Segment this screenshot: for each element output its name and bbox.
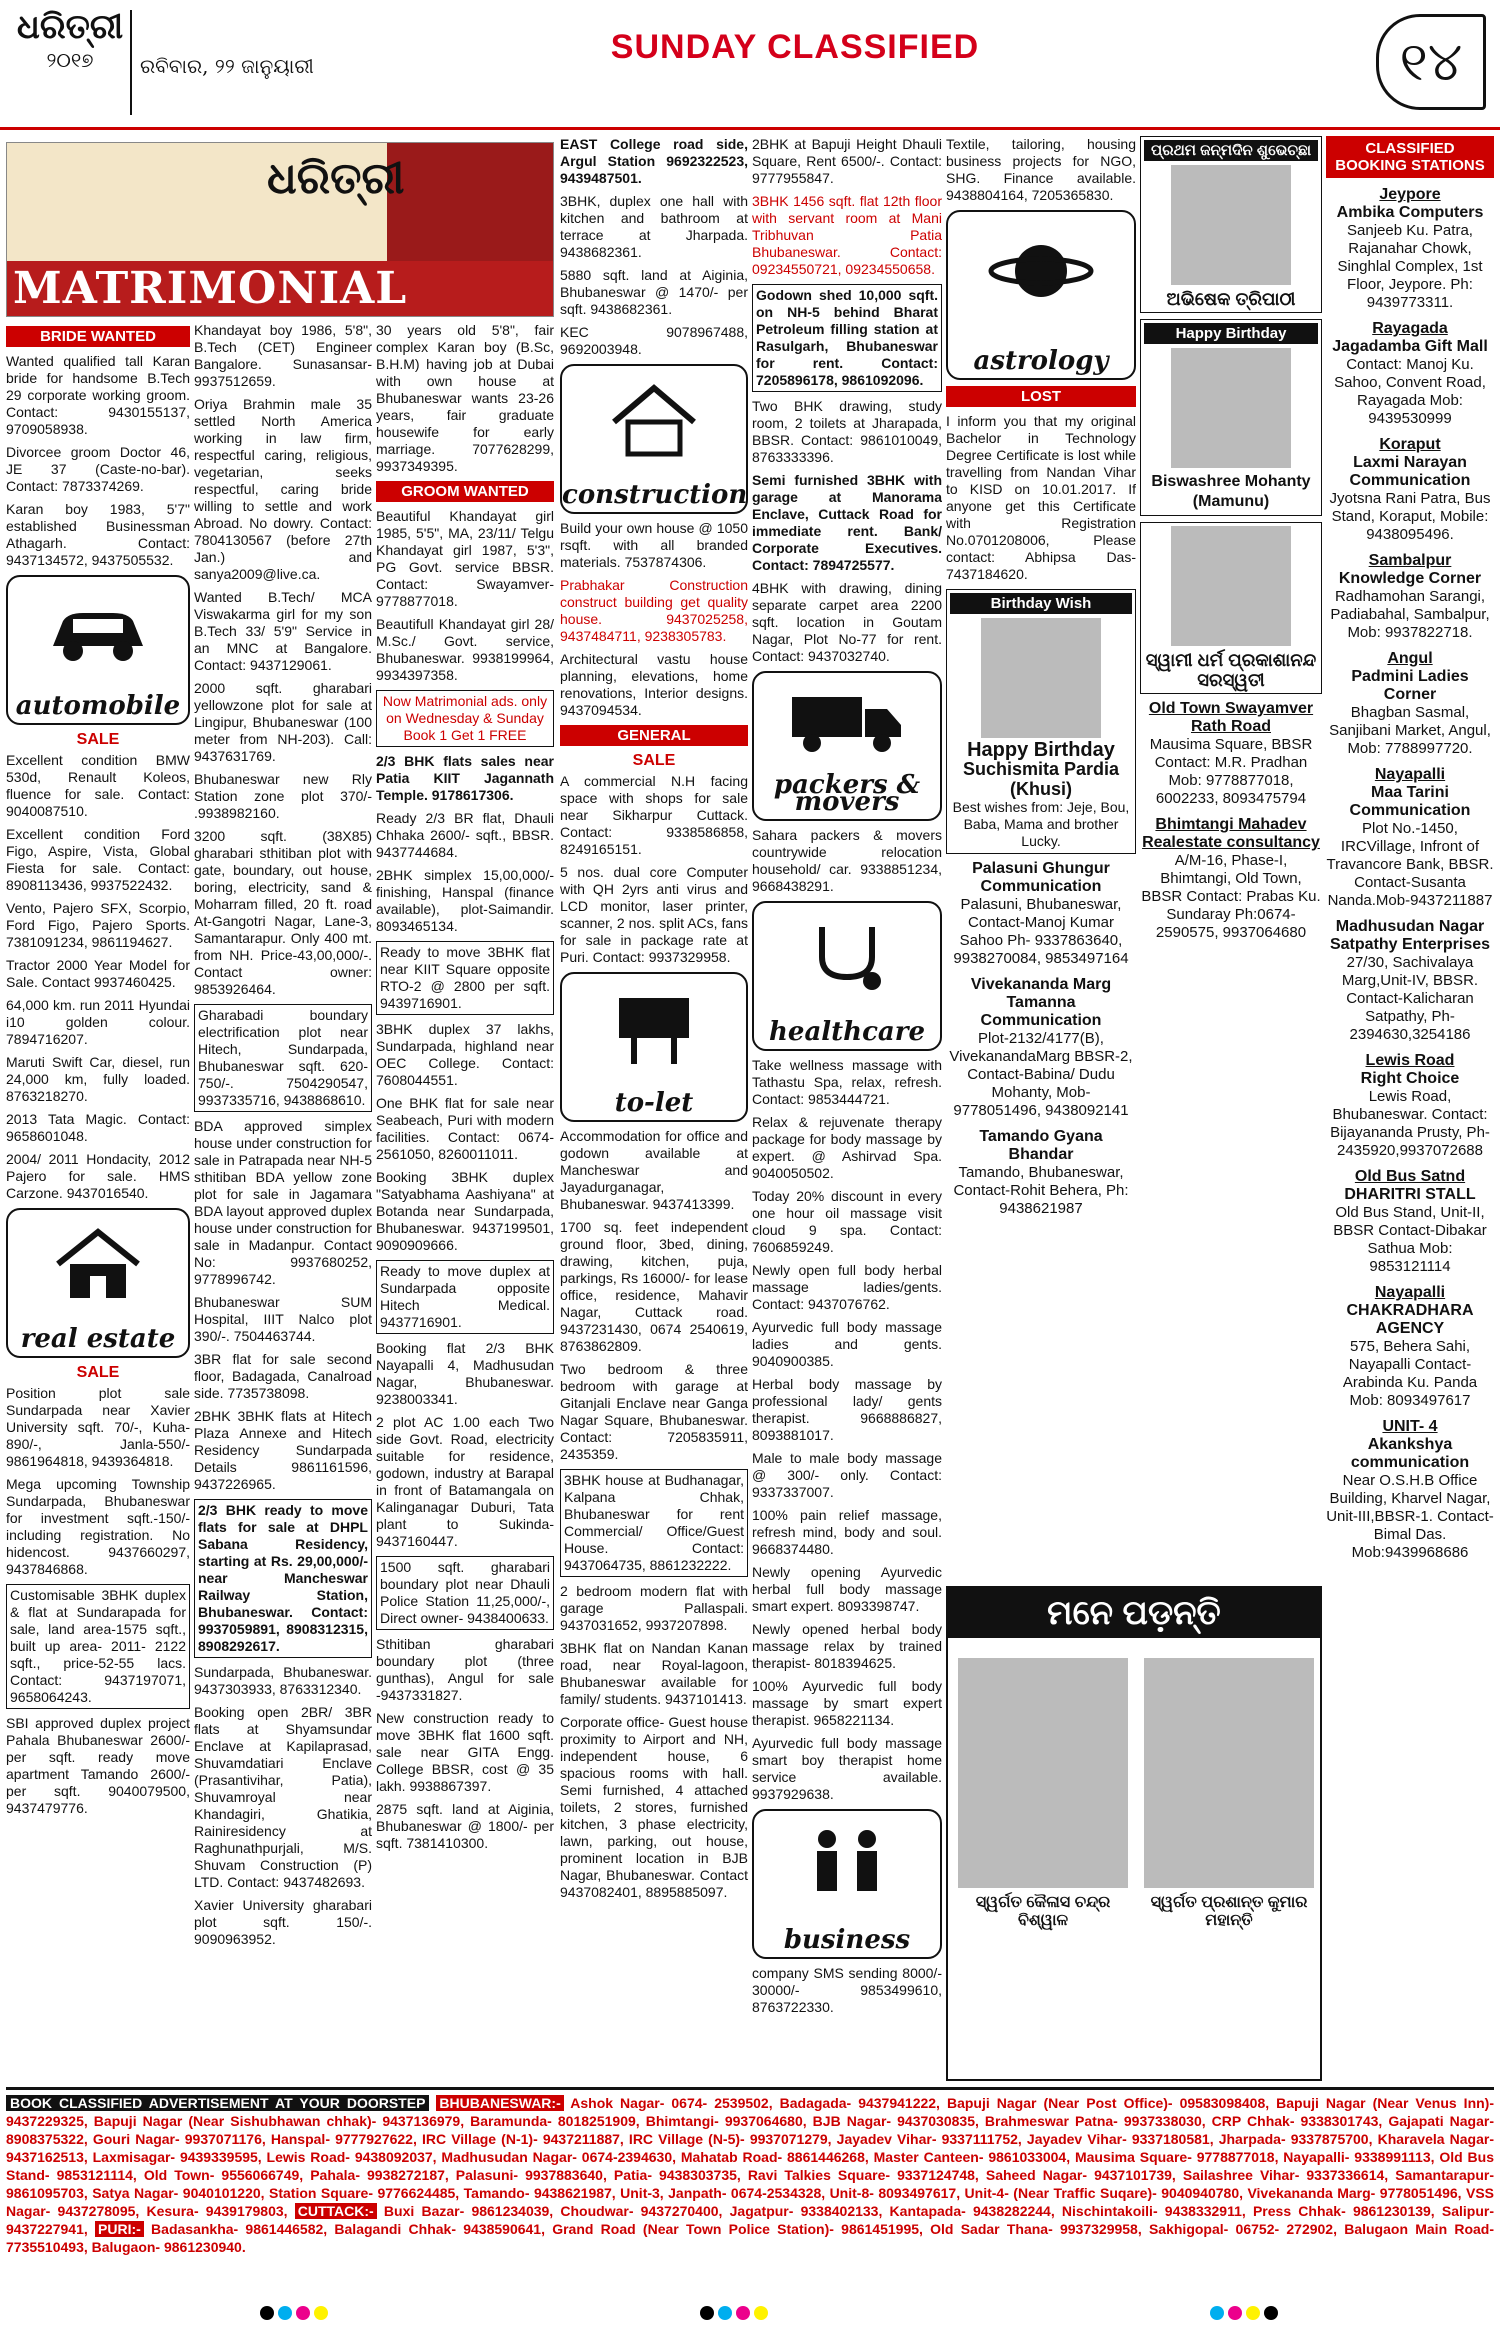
column-5 [752, 136, 942, 2083]
classified-ad: company SMS sending 8000/- 30000/- 9853499610, 8763722330. [752, 1965, 942, 2015]
classified-ad: Excellent condition BMW 530d, Renault Koleos, fluence for sale. Contact: 9040087510. [6, 752, 190, 819]
classified-ad: Ready to move 3BHK flat near KIIT Square opposite RTO-2 @ 2800 per sqft. 9439716901. [376, 941, 554, 1015]
lost-header: LOST [946, 386, 1136, 407]
child-name: ଅଭିଷେକ ତ୍ରିପାଠୀ [1166, 289, 1296, 309]
booking-station-detail: 575, Behera Sahi, Nayapalli Contact-Arabinda Ku. Panda Mob: 8093497617 [1342, 1338, 1478, 1409]
matrimonial-notice: Now Matrimonial ads. only on Wednesday & Sunday Book 1 Get 1 FREE [376, 690, 554, 747]
footer-list-puri: Badasankha- 9861446582, Balagandi Chhak- 9438590641, Grand Road (Near Town Police Station)- 9861451995, Old Sadar Thana- 9937329958, Sakhigopal- 06752- 272902, Balugaon Main Road- 7735510493, Balugaon- 9861230940. [6, 2221, 1495, 2255]
classified-ad: Maruti Swift Car, diesel, run 24,000 km, fully loaded. 8763218270. [6, 1054, 190, 1104]
birthday-wish-title: Birthday Wish [950, 593, 1132, 614]
business-category [752, 1809, 942, 1959]
construction-category [560, 364, 748, 514]
healthcare-label: healthcare [769, 1017, 925, 1047]
classified-ad: Booking flat 2/3 BHK Nayapalli 4, Madhusudan Nagar, Bhubaneswar. 9238003341. [376, 1340, 554, 1407]
booking-station-town: Koraput [1379, 436, 1441, 453]
column-1 [6, 322, 190, 2083]
classified-ad: 64,000 km. run 2011 Hyundai i10 golden colour. 7894716207. [6, 997, 190, 1047]
classified-ad: Beautifull Khandayat girl 28/ M.Sc./ Govt. service, Bhubaneswar. 9938199964, 9934397358. [376, 616, 554, 683]
classified-ad: Mega upcoming Township Sundarpada, Bhubaneswar for investment sqft.-150/- including registration. No hidencost. 9437660297, 9437846868. [6, 1476, 190, 1577]
booking-office-detail: Mausima Square, BBSR Contact: M.R. Pradhan Mob: 9778877018, 6002233, 8093475794 [1149, 736, 1313, 807]
swami-photo [1171, 526, 1291, 646]
swami-tribute [1140, 522, 1322, 694]
booking-station-agent: Laxmi Narayan Communication [1349, 454, 1471, 489]
tolet-category [560, 972, 748, 1122]
booking-station-agent: DHARITRI STALL [1344, 1186, 1476, 1203]
booking-office [946, 860, 1136, 968]
booking-station-agent: CHAKRADHARA AGENCY [1346, 1302, 1474, 1337]
reg-mark-group [1210, 2306, 1282, 2325]
booking-office [1140, 816, 1322, 942]
booking-station-detail: Jyotsna Rani Patra, Bus Stand, Koraput, Mobile: 9438095496. [1329, 490, 1491, 543]
classified-ad: 30 years old 5'8", fair complex Karan boy (B.Sc, B.H.M) having job at Dubai with own house at Bhubaneswar wants 23-26 years, fair graduate housewife for early marriage. 7077628299, 9937349395. [376, 322, 554, 474]
car-icon [43, 591, 153, 671]
booking-station-town: Lewis Road [1365, 1052, 1455, 1069]
booking-station [1326, 650, 1494, 758]
footer-doorstep-booking [6, 2087, 1494, 2256]
classified-ad: Today 20% discount in every one hour oil massage visit cloud 9 spa. Contact: 7606859249. [752, 1188, 942, 1255]
classified-ad: Newly open full body herbal massage ladies/gents. Contact: 9437076762. [752, 1262, 942, 1312]
classified-ad: 2 bedroom modern flat with garage Pallaspali. 9437031652, 9937207898. [560, 1583, 748, 1633]
booking-station-town: Sambalpur [1368, 552, 1452, 569]
banner-title: MATRIMONIAL [7, 261, 554, 317]
booking-station-town: Nayapalli [1374, 1284, 1446, 1301]
footer-title: BOOK CLASSIFIED ADVERTISEMENT AT YOUR DOORSTEP [6, 2095, 429, 2111]
first-birthday-wish [1140, 136, 1322, 313]
truck-icon [787, 687, 907, 757]
classified-ad: Corporate office- Guest house proximity to Airport and NH, independent house, 6 spacious rooms with hall. Semi furnished, 4 attached toilets, 2 stores, furnished kitchen, 3 phase electricity, lawn, parking, out house, prominent location in BJB Nagar, Bhubaneswar. Contact 9437082401, 8895885097. [560, 1714, 748, 1900]
booking-station-agent: Right Choice [1360, 1070, 1460, 1087]
classified-ad: 3BR flat for sale second floor, Badagada, Canalroad side. 7735738098. [194, 1351, 372, 1401]
booking-office-name: Palasuni Ghungur Communication [972, 860, 1110, 895]
obituary-photo-2 [1144, 1658, 1314, 1888]
booking-station-town: Rayagada [1372, 320, 1448, 337]
booking-office-name: Vivekananda Marg Tamanna Communication [970, 976, 1112, 1029]
booking-station-town: Angul [1387, 650, 1433, 667]
classified-ad: New construction ready to move 3BHK flat 1600 sqft. sale near GITA Engg. College BBSR, cost @ 35 lakh. 9938867397. [376, 1710, 554, 1794]
section-title: SUNDAY CLASSIFIED [610, 28, 980, 66]
classified-ad: 3BHK duplex 37 lakhs, Sundarpada, highland near OEC College. Contact: 7608044551. [376, 1021, 554, 1088]
classified-ad: Relax & rejuvenate therapy package for body massage by expert. @ Ashirvad Spa. 9040050502. [752, 1114, 942, 1181]
classified-ad: KEC 9078967488, 9692003948. [560, 324, 748, 357]
classified-ad: 2/3 BHK ready to move flats for sale at DHPL Sabana Residency, starting at Rs. 29,00,000/- near Mancheswar Railway Station, Bhubaneswar. Contact: 9937059891, 8908312315, 8908292617. [194, 1499, 372, 1658]
booking-station-detail: Near O.S.H.B Office Building, Kharvel Nagar, Unit-III,BBSR-1. Contact-Bimal Das. Mob:9439968686 [1326, 1472, 1494, 1561]
classified-ad: 4BHK with drawing, dining separate carpet area 2200 sqft. location in Goutam Nagar, Plot No-77 for rent. Contact: 9437032740. [752, 580, 942, 664]
classified-ad: Beautiful Khandayat girl 1985, 5'5", MA, 23/11/ Telgu Khandayat girl 1987, 5'3", PG Govt. service BBSR. Contact: Swayamver- 9778877018. [376, 508, 554, 609]
booking-station-agent: Akankshya communication [1350, 1436, 1470, 1471]
classified-ad: 2004/ 2011 Hondacity, 2012 Pajero for sale. HMS Carzone. 9437016540. [6, 1151, 190, 1201]
booking-station-detail: Bhagban Sasmal, Sanjibani Market, Angul, Mob: 7788997720. [1329, 704, 1491, 757]
birthday-wishes: Best wishes from: Jeje, Bou, Baba, Mama and brother Lucky. [952, 799, 1130, 849]
tolet-sign-icon [609, 988, 699, 1068]
business-label: business [783, 1925, 911, 1955]
booking-station [1326, 1168, 1494, 1276]
booking-station-agent: Jagadamba Gift Mall [1332, 338, 1488, 355]
column-2 [194, 322, 372, 2083]
booking-station [1326, 1418, 1494, 1562]
footer-list-bhubaneswar: Ashok Nagar- 0674- 2539502, Badagada- 9437941222, Bapuji Nagar (Near Post Office)- 09583098408, Bapuji Nagar (Near Venus Inn)- 9437229325, Bapuji Nagar (Near Sishubhawan chhak)- 9437136979, Baramunda- 8018251909, Bhimtangi- 9937064680, BJB Nagar- 9437030835, Brahmeswar Patna- 9937338030, CRP Chhak- 9338301743, Gajapati Nagar- 8908375322, Gouri Nagar- 9937071176, Hanspal- 9777927622, IRC Village (N-1)- 9437211887, IRC Village (N-5)- 9937071279, Jayadev Vihar- 9337111752, Jayadev Vihar- 9337180581, Jharpada- 9337875700, Kharavela Nagar- 9437162513, Laxmisagar- 9439339595, Lewis Road- 9438092037, Madhusudan Nagar- 0674-2394630, Mahatab Road- 8861446268, Master Canteen- 9861033004, Mausima Square- 9778877018, Nayapalli- 9338991113, Old Bus Stand- 9853121114, Old Town- 9556066749, Pahala- 9938272187, Palasuni- 9937883640, Patia- 9438303735, Ravi Talkies Square- 9337124748, Saheed Nagar- 9437101739, Sailashree Vihar- 9337336614, Samantarapur- 9861095703, Satya Nagar- 9040101220, Station Square- 9776624485, Tamando- 9438621987, Unit-3, Janpath- 0674-2534328, Unit-8- 8093497617, Unit-4- (Near Traffic Suqare)- 9040940780, Vivekananda Marg- 9778051496, VSS Nagar- 9437278095, Kesura- 9439179803, [6, 2095, 1494, 2219]
construction-label: construction [562, 480, 748, 510]
booking-station-town: UNIT- 4 [1382, 1418, 1438, 1435]
classified-ad: 1700 sq. feet independent ground floor, 3bed, dining, drawing, kitchen, puja, parkings, Rs 16000/- for lease office, residence, Mahavir Nagar, Cuttack road. 9437231430, 0674 2540619, 8763862809. [560, 1219, 748, 1354]
matrimonial-banner [6, 142, 554, 317]
planet-icon [986, 226, 1096, 316]
classified-ad: Take wellness massage with Tathastu Spa, relax, refresh. Contact: 9853444721. [752, 1057, 942, 1107]
realestate-category [6, 1208, 190, 1358]
classified-ad: Customisable 3BHK duplex & flat at Sundarapada for sale, land area-1575 sqft., built up area- 2011- 2122 sqft., price-52-55 lacs. Contact: 9437197071, 9658064243. [6, 1584, 190, 1709]
automobile-label: automobile [15, 691, 181, 721]
header-divider [130, 10, 132, 115]
classified-ad: BDA approved simplex house under construction for sale in Patrapada near NH-5 sthitiban BDA yellow zone plot for sale in Jagamara BDA layout approved duplex house under construction for sale in Madanpur. Contact No: 9937680252, 9778996742. [194, 1118, 372, 1287]
happy-birthday-title: Happy Birthday [1144, 323, 1318, 344]
booking-office-name: Old Town Swayamver Rath Road [1148, 700, 1314, 735]
brand-logo: ଧରିତ୍ରୀ [16, 7, 124, 47]
classified-ad: 3BHK 1456 sqft. flat 12th floor with servant room at Mani Tribhuvan Patia Bhubaneswar. Contact: 09234550721, 09234550658. [752, 193, 942, 277]
booking-station [1326, 918, 1494, 1044]
happy-birthday [1140, 319, 1322, 516]
sale-header: SALE [632, 752, 676, 769]
child-photo [1171, 165, 1291, 285]
general-header: GENERAL [560, 725, 748, 746]
birthday-photo [981, 618, 1101, 738]
classified-ad: Booking 3BHK duplex "Satyabhama Aashiyana" at Botanda near Sundarpada, Bhubaneswar. 9437199501, 9090909666. [376, 1169, 554, 1253]
classified-ad: Newly opened herbal body massage relax by trained therapist- 8018394625. [752, 1621, 942, 1671]
booking-office-name: Tamando Gyana Bhandar [979, 1128, 1103, 1163]
sale-header: SALE [76, 1364, 120, 1381]
classified-ad: One BHK flat for sale near Seabeach, Puri with modern facilities. Contact: 0674-2561050, 8260011011. [376, 1095, 554, 1162]
booking-station-detail: Lewis Road, Bhubaneswar. Contact: Bijayananda Prusty, Ph-2435920,9937072688 [1330, 1088, 1490, 1159]
booking-station-agent: Knowledge Corner [1338, 570, 1482, 587]
column-4 [560, 136, 748, 2083]
obituary-name-1: ସ୍ୱର୍ଗତ କୈଳାସ ଚନ୍ଦ୍ର ବିଶ୍ୱାଳ [975, 1894, 1111, 1929]
booking-office-detail: Palasuni, Bhubaneswar, Contact-Manoj Kumar Sahoo Ph- 9337863640, 9938270084, 9853497164 [953, 896, 1129, 967]
birthday-wish [946, 589, 1136, 854]
classified-ad: 100% pain relief massage, refresh mind, body and soul. 9668374480. [752, 1507, 942, 1557]
classified-ad: 100% Ayurvedic full body massage by smart expert therapist. 9658221134. [752, 1678, 942, 1728]
obituary-title: ମନେ ପଡ଼ନ୍ତି [948, 1588, 1320, 1638]
booking-station-agent: Maa Tarini Communication [1349, 784, 1471, 819]
classified-ad: Wanted qualified tall Karan bride for handsome B.Tech 29 corporate working groom. Contact: 9430155137, 9709058938. [6, 353, 190, 437]
classified-ad: Male to male body massage @ 300/- only. Contact: 9337337007. [752, 1450, 942, 1500]
booking-office-detail: A/M-16, Phase-I, Bhimtangi, Old Town, BBSR Contact: Prabas Ku. Sundaray Ph:0674-2590575, 9937064680 [1141, 852, 1321, 941]
lost-notice: I inform you that my original Bachelor in Technology Degree Certificate is lost while travelling from Nandan Vihar to KISD on 10.01.2017. If anyone get this Certificate with Registration No.0701208006, Please contact: Abhipsa Das-7437184620. [946, 413, 1136, 582]
booking-station-town: Nayapalli [1374, 766, 1446, 783]
classified-ad: Booking open 2BR/ 3BR flats at Shyamsundar Enclave at Kapilaprasad, Shuvamdatiari Enclave (Prasantivihar, Patia), Shuvamroyal near Khandagiri, Ghatikia, Rainiresidency at Raghunathpurjali, M/S. Shuvam Construction (P) LTD. Contact: 9437482693. [194, 1704, 372, 1890]
classified-ad: 3BHK flat on Nandan Kanan road, near Royal-lagoon, Bhubaneswar available for family/ students. 9437101413. [560, 1640, 748, 1707]
booking-office-name: Bhimtangi Mahadev Realestate consultancy [1142, 816, 1320, 851]
classified-ad: A commercial N.H facing space with shops for sale near Sikharpur Cuttack. Contact: 9338586858, 8249165151. [560, 773, 748, 857]
classified-ad: Gharabadi boundary electrification plot near Hitech, Sundarpada, Bhubaneswar sqft. 620-750/-. 7504290547, 9937335716, 9438868610. [194, 1004, 372, 1112]
booking-station [1326, 1052, 1494, 1160]
classified-ad: 2BHK simplex 15,00,000/- finishing, Hanspal (finance available), plot-Saimandir. 8093465134. [376, 867, 554, 934]
dateline: ରବିବାର, ୨୨ ଜାନୁୟାରୀ [140, 54, 314, 78]
sale-header: SALE [76, 731, 120, 748]
booking-office-detail: Plot-2132/4177(B), VivekanandaMarg BBSR-2, Contact-Babina/ Dudu Mohanty, Mob- 9778051496, 9438092141 [949, 1030, 1133, 1119]
stethoscope-icon [802, 917, 892, 997]
classified-ad: 2BHK 3BHK flats at Hitech Plaza Annexe and Hitech Residency Sundarpada Details 9861161596, 9437226965. [194, 1408, 372, 1492]
booking-station-town: Jeypore [1379, 186, 1441, 203]
birthday-child-name: Biswashree Mohanty (Mamunu) [1151, 473, 1311, 510]
birthday-name: Suchismita Pardia (Khusi) [962, 759, 1120, 799]
booking-office-detail: Tamando, Bhubaneswar, Contact-Rohit Behera, Ph: 9438621987 [953, 1164, 1129, 1217]
booking-station [1326, 320, 1494, 428]
booking-station [1326, 436, 1494, 544]
footer-city-puri: PURI:- [95, 2221, 144, 2237]
house-icon [48, 1224, 148, 1304]
classified-ad: Bhubaneswar SUM Hospital, IIIT Nalco plot 390/-. 7504463744. [194, 1294, 372, 1344]
print-registration-marks [0, 2300, 1500, 2330]
classified-ad: 2BHK at Bapuji Height Dhauli Square, Rent 6500/-. Contact: 9777955847. [752, 136, 942, 186]
booking-station-town: Old Bus Satnd [1354, 1168, 1466, 1185]
booking-stations-list [1326, 186, 1494, 1562]
classified-ad: Two BHK drawing, study room, 2 toilets at Jharapada, BBSR. Contact: 9861010049, 8763333396. [752, 398, 942, 465]
column-3 [376, 322, 554, 2083]
booking-station-detail: Sanjeeb Ku. Patra, Rajanahar Chowk, Singhlal Complex, 1st Floor, Jeypore. Ph: 9439773311. [1337, 222, 1483, 311]
classified-ad: 3BHK, duplex one hall with kitchen and bathroom at terrace at Jharpada. 9438682361. [560, 193, 748, 260]
classified-ad: Wanted B.Tech/ MCA Viswakarma girl for my son B.Tech 33/ 5'9" Service in an MNC at Bangalore. Contact: 9437129061. [194, 589, 372, 673]
booking-station-agent: Madhusudan Nagar Satpathy Enterprises [1329, 918, 1491, 953]
booking-station [1326, 1284, 1494, 1410]
healthcare-category [752, 901, 942, 1051]
booking-station [1326, 552, 1494, 642]
astrology-category [946, 210, 1136, 380]
classified-ad: Newly opening Ayurvedic herbal full body massage smart expert. 8093398747. [752, 1564, 942, 1614]
booking-station-agent: Ambika Computers [1336, 204, 1484, 221]
classified-ad: Build your own house @ 1050 rsqft. with all branded materials. 7537874306. [560, 520, 748, 570]
classified-ad: 2000 sqft. gharabari yellowzone plot for sale at Lingipur, Bhubaneswar (100 meter from NH-203). Call: 9437631769. [194, 680, 372, 764]
classified-ad: Architectural vastu house planning, elevations, home renovations, Interior designs. 9437094534. [560, 651, 748, 718]
packers-label: packers & movers [773, 770, 921, 817]
businessmen-icon [797, 1825, 897, 1905]
classified-ad: 5 nos. dual core Computer with QH 2yrs anti virus and LCD monitor, laser printer, scanner, 2 nos. split ACs, fans for sale in package rate at Puri. Contact: 9937329958. [560, 864, 748, 965]
page-number: ୧୪ [1376, 14, 1486, 110]
obituary-photo-1 [958, 1658, 1128, 1888]
booking-station-detail: 27/30, Sachivalaya Marg,Unit-IV, BBSR. Contact-Kalicharan Satpathy, Ph-2394630,3254186 [1341, 954, 1479, 1043]
footer-city-bhubaneswar: BHUBANESWAR:- [436, 2095, 563, 2111]
masthead [0, 0, 1500, 130]
classified-ad: Ayurvedic full body massage smart boy therapist home service available. 9937929638. [752, 1735, 942, 1802]
classified-ad: Tractor 2000 Year Model for Sale. Contact 9937460425. [6, 957, 190, 990]
brand-block [10, 8, 130, 72]
booking-station-detail: Radhamohan Sarangi, Padiabahal, Sambalpur, Mob: 9937822718. [1330, 588, 1490, 641]
classified-ad: Oriya Brahmin male 35 settled North America working in law firm, respectful caring, religious, vegetarian, seeks respectful, caring bride willing to settle and work Abroad. No dowry. Contact: 7804130567 (before 27th Jan.) and sanya2009@live.ca. [194, 396, 372, 582]
booking-stations-header: CLASSIFIED BOOKING STATIONS [1326, 136, 1494, 178]
footer-city-cuttack: CUTTACK:- [295, 2203, 377, 2219]
footer-list-cuttack: Buxi Bazar- 9861234039, Choudwar- 9437270400, Jagatpur- 9338402133, Kantapada- 9438282244, Nischintakoili- 9438332911, Press Chhak- 9861230139, Salipur- 9437227941, [6, 2203, 1495, 2237]
classified-ad: SBI approved duplex project Pahala Bhubaneswar 2600/- per sqft. ready move apartment Tamando 2600/- per sqft. 9040079500, 9437479776. [6, 1715, 190, 1816]
classified-ad: 3BHK house at Budhanagar, Kalpana Chhak, Bhubaneswar for rent Commercial/ Office/Guest House. Contact: 9437064735, 8861232222. [560, 1469, 748, 1577]
bride-wanted-header: BRIDE WANTED [6, 326, 190, 347]
classified-ad: Xavier University gharabari plot sqft. 150/-. 9090963952. [194, 1897, 372, 1947]
classified-ad: 2 plot AC 1.00 each Two side Govt. Road, electricity suitable for residence, godown, industry at Barapal in front of Batamangala on Kalinganagar Duburi, Tata plant to Sukinda-9437160447. [376, 1414, 554, 1549]
packers-category [752, 671, 942, 821]
brand-year: ୨୦୧୭ [46, 48, 94, 72]
booking-station-detail: Old Bus Stand, Unit-II, BBSR Contact-Dibakar Sathua Mob: 9853121114 [1333, 1204, 1487, 1275]
classified-ad: Sahara packers & movers countrywide relocation household/ car. 9338851234, 9668438291. [752, 827, 942, 894]
classified-ad: Ready to move duplex at Sundarpada opposite Hitech Medical. 9437716901. [376, 1260, 554, 1334]
swami-name: ସ୍ୱାମୀ ଧର୍ମ ପ୍ରକାଶାନନ୍ଦ ସରସ୍ୱତୀ [1145, 650, 1317, 690]
reg-mark-group [700, 2306, 772, 2325]
classified-ad: Semi furnished 3BHK with garage at Manorama Enclave, Cuttack Road for immediate rent. Bank/ Corporate Executives. Contact: 7894725577. [752, 472, 942, 573]
banner-logo: ଧରିତ୍ରୀ [267, 153, 405, 204]
birthday-greeting: Happy Birthday [967, 739, 1115, 761]
column-8 [1326, 136, 1494, 2083]
automobile-category [6, 575, 190, 725]
classified-ad: 2875 sqft. land at Aiginia, Bhubaneswar @ 1800/- per sqft. 7381410300. [376, 1801, 554, 1851]
classified-ad: Bhubaneswar new Rly Station zone plot 370/- .9938982160. [194, 771, 372, 821]
booking-office [1140, 700, 1322, 808]
classified-ad: Khandayat boy 1986, 5'8", B.Tech (CET) Engineer Bangalore. Sunasansar-9937512659. [194, 322, 372, 389]
classified-ad: Divorcee groom Doctor 46, JE 37 (Caste-no-bar). Contact: 7873374269. [6, 444, 190, 494]
groom-wanted-header: GROOM WANTED [376, 481, 554, 502]
classified-ad: Ayurvedic full body massage ladies and gents. 9040900385. [752, 1319, 942, 1369]
first-birthday-title: ପ୍ରଥମ ଜନ୍ମଦିନ ଶୁଭେଚ୍ଛା [1144, 140, 1318, 161]
booking-office [946, 976, 1136, 1120]
booking-station-detail: Contact: Manoj Ku. Sahoo, Convent Road, Rayagada Mob: 9439530999 [1334, 356, 1486, 427]
booking-station [1326, 766, 1494, 910]
classified-ad: Vento, Pajero SFX, Scorpio, Ford Figo, Pajero Sports. 7381091234, 9861194627. [6, 900, 190, 950]
astrology-label: astrology [973, 346, 1109, 376]
classified-ad: 2013 Tata Magic. Contact: 9658601048. [6, 1111, 190, 1144]
classified-ad: 5880 sqft. land at Aiginia, Bhubaneswar @ 1470/- per sqft. 9438682361. [560, 267, 748, 317]
obituary-name-2: ସ୍ୱର୍ଗତ ପ୍ରଶାନ୍ତ କୁମାର ମହାନ୍ତି [1150, 1894, 1308, 1929]
classified-ad: 1500 sqft. gharabari boundary plot near Dhauli Police Station 11,25,000/-, Direct owner- 9438400633. [376, 1556, 554, 1630]
house-outline-icon [604, 380, 704, 460]
obituary-block [946, 1586, 1322, 2081]
classified-ad: 2/3 BHK flats sales near Patia KIIT Jagannath Temple. 9178617306. [376, 753, 554, 803]
reg-mark-group [260, 2306, 332, 2325]
birthday-child-photo [1171, 348, 1291, 468]
booking-station-agent: Padmini Ladies Corner [1351, 668, 1469, 703]
classified-ad: Godown shed 10,000 sqft. on NH-5 behind Bharat Petroleum filling station at Rasulgarh, Bhubaneswar for rent. Contact: 7205896178, 9861092096. [752, 284, 942, 392]
tolet-label: to-let [614, 1088, 694, 1118]
classified-ad: 3200 sqft. (38X85) gharabari sthitiban plot with gate, boundary, out house, boring, electricity, sand & Moharram filled, 20 ft. road At-Gangotri Nagar, Lane-3, Samantarapur. Only 400 mt. from NH. Price-43,00,000/-. Contact owner: 9853926464. [194, 828, 372, 997]
classified-ad: Prabhakar Construction construct building get quality house. 9437025258, 9437484711, 9238305783. [560, 577, 748, 644]
classified-ad: Karan boy 1983, 5'7" established Businessman Athagarh. Contact: 9437134572, 9437505532. [6, 501, 190, 568]
classified-ad: Accommodation for office and godown available at Mancheswar and Jayadurganagar, Bhubaneswar. 9437413399. [560, 1128, 748, 1212]
classified-ad: EAST College road side, Argul Station 9692322523, 9439487501. [560, 136, 748, 186]
classified-ad: Position plot sale Sundarpada near Xavier University sqft. 70/-, Kuha-890/-, Janla-550/- 9861964818, 9439364818. [6, 1385, 190, 1469]
booking-office [946, 1128, 1136, 1218]
booking-station [1326, 186, 1494, 312]
classified-ad: Sundarpada, Bhubaneswar. 9437303933, 8763312340. [194, 1664, 372, 1697]
classified-ad: Sthitiban gharabari boundary plot (three gunthas), Angul for sale -9437331827. [376, 1636, 554, 1703]
realestate-label: real estate [20, 1324, 176, 1354]
booking-station-detail: Plot No.-1450, IRCVillage, Infront of Travancore Bank, BBSR. Contact-Susanta Nanda.Mob-9437211887 [1326, 820, 1494, 909]
classified-ad: Herbal body massage by professional lady/ gents therapist. 9668886827, 8093881017. [752, 1376, 942, 1443]
classified-ad: Two bedroom & three bedroom with garage at Gitanjali Enclave near Ganga Nagar Square, Bhubaneswar. Contact: 7205835911, 2435359. [560, 1361, 748, 1462]
classified-ad: Textile, tailoring, housing business projects for NGO, SHG. Finance available. 9438804164, 7205365830. [946, 136, 1136, 203]
classified-ad: Ready 2/3 BR flat, Dhauli Chhaka 2600/- sqft., BBSR. 9437744684. [376, 810, 554, 860]
classified-ad: Excellent condition Ford Figo, Aspire, Vista, Global Fiesta for sale. Contact: 8908113436, 9937522432. [6, 826, 190, 893]
